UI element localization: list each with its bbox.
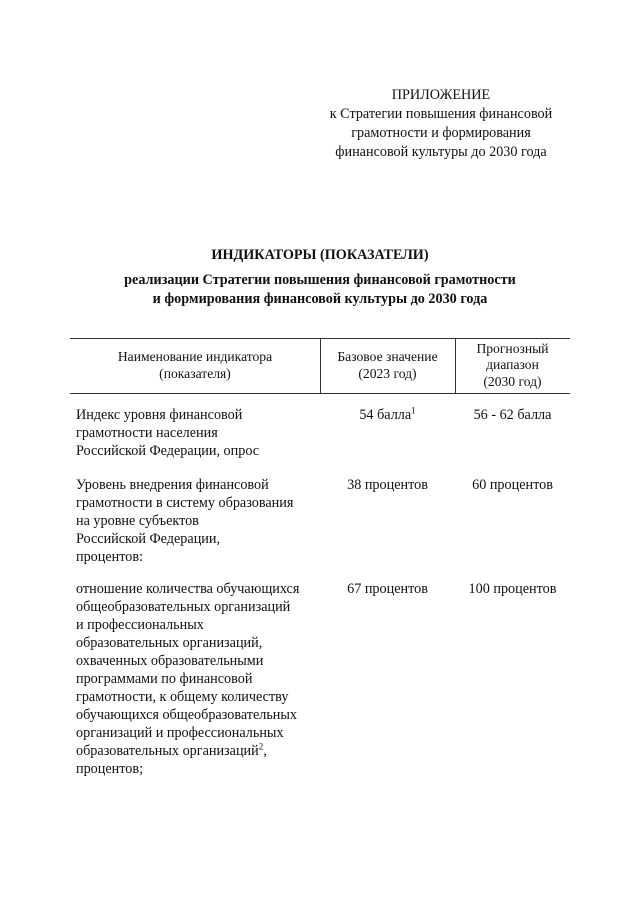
indicator-name-line: грамотности в систему образования <box>76 495 294 511</box>
indicator-name <box>76 476 321 566</box>
forecast-value: 60 процентов <box>472 477 553 493</box>
column-header-indicator-name <box>70 338 320 393</box>
column-header-base-value <box>320 338 455 393</box>
appendix-header <box>300 86 582 162</box>
indicator-name-line: и профессиональных <box>76 617 204 633</box>
indicator-name-line: на уровне субъектов <box>76 513 199 529</box>
header-line: (2030 год) <box>483 373 542 389</box>
indicator-name-line <box>76 742 321 760</box>
footnote-marker: 2 <box>258 741 264 752</box>
indicator-name-line: образовательных организаций, <box>76 635 263 651</box>
header-line: Базовое значение <box>337 349 438 364</box>
document-title: ИНДИКАТОРЫ (ПОКАЗАТЕЛИ) <box>211 247 429 263</box>
indicator-name-line: отношение количества обучающихся <box>76 581 300 597</box>
footnote-marker: 1 <box>411 405 416 416</box>
header-line: диапазон <box>486 357 539 373</box>
indicator-name-line: охваченных образовательными <box>76 653 264 669</box>
document-subtitle <box>0 271 640 309</box>
indicator-name-line: грамотности населения <box>76 425 218 441</box>
table-header-rule <box>70 393 570 394</box>
appendix-label: ПРИЛОЖЕНИЕ <box>391 87 491 103</box>
header-line: (2023 год) <box>358 365 417 381</box>
indicator-name <box>76 406 321 460</box>
indicator-name-line: грамотности, к общему количеству <box>76 689 289 705</box>
indicator-name-line: программами по финансовой <box>76 671 253 687</box>
base-value: 38 процентов <box>347 477 428 493</box>
indicator-name-line: процентов; <box>76 761 144 777</box>
indicator-name-text: образовательных организаций <box>76 743 259 759</box>
subtitle-line: реализации Стратегии повышения финансовой грамотности <box>124 272 516 288</box>
appendix-text-line: грамотности и формирования <box>351 125 531 141</box>
indicator-name-line: Российской Федерации, опрос <box>76 443 260 459</box>
indicator-name-line: процентов: <box>76 549 144 565</box>
indicator-name-line: организаций и профессиональных <box>76 725 284 741</box>
base-value-text: 54 балла <box>359 407 412 423</box>
indicator-name <box>76 580 321 778</box>
forecast-value: 56 - 62 балла <box>473 407 552 423</box>
indicator-name-line: общеобразовательных организаций <box>76 599 291 615</box>
appendix-text-line: финансовой культуры до 2030 года <box>335 144 547 160</box>
indicator-name-line: Уровень внедрения финансовой <box>76 477 269 493</box>
subtitle-line: и формирования финансовой культуры до 2030 года <box>152 291 488 307</box>
indicator-name-line: обучающихся общеобразовательных <box>76 707 298 723</box>
header-line: (показателя) <box>159 365 231 381</box>
header-line: Наименование индикатора <box>117 349 273 364</box>
indicator-name-line: Российской Федерации, <box>76 531 221 547</box>
base-value <box>320 406 455 424</box>
base-value: 67 процентов <box>347 581 428 597</box>
column-header-forecast-range <box>455 338 570 393</box>
forecast-value: 100 процентов <box>468 581 557 597</box>
appendix-text-line: к Стратегии повышения финансовой <box>329 106 553 122</box>
indicator-name-line: Индекс уровня финансовой <box>76 407 243 423</box>
punctuation: , <box>263 743 267 759</box>
header-line: Прогнозный <box>476 340 549 356</box>
